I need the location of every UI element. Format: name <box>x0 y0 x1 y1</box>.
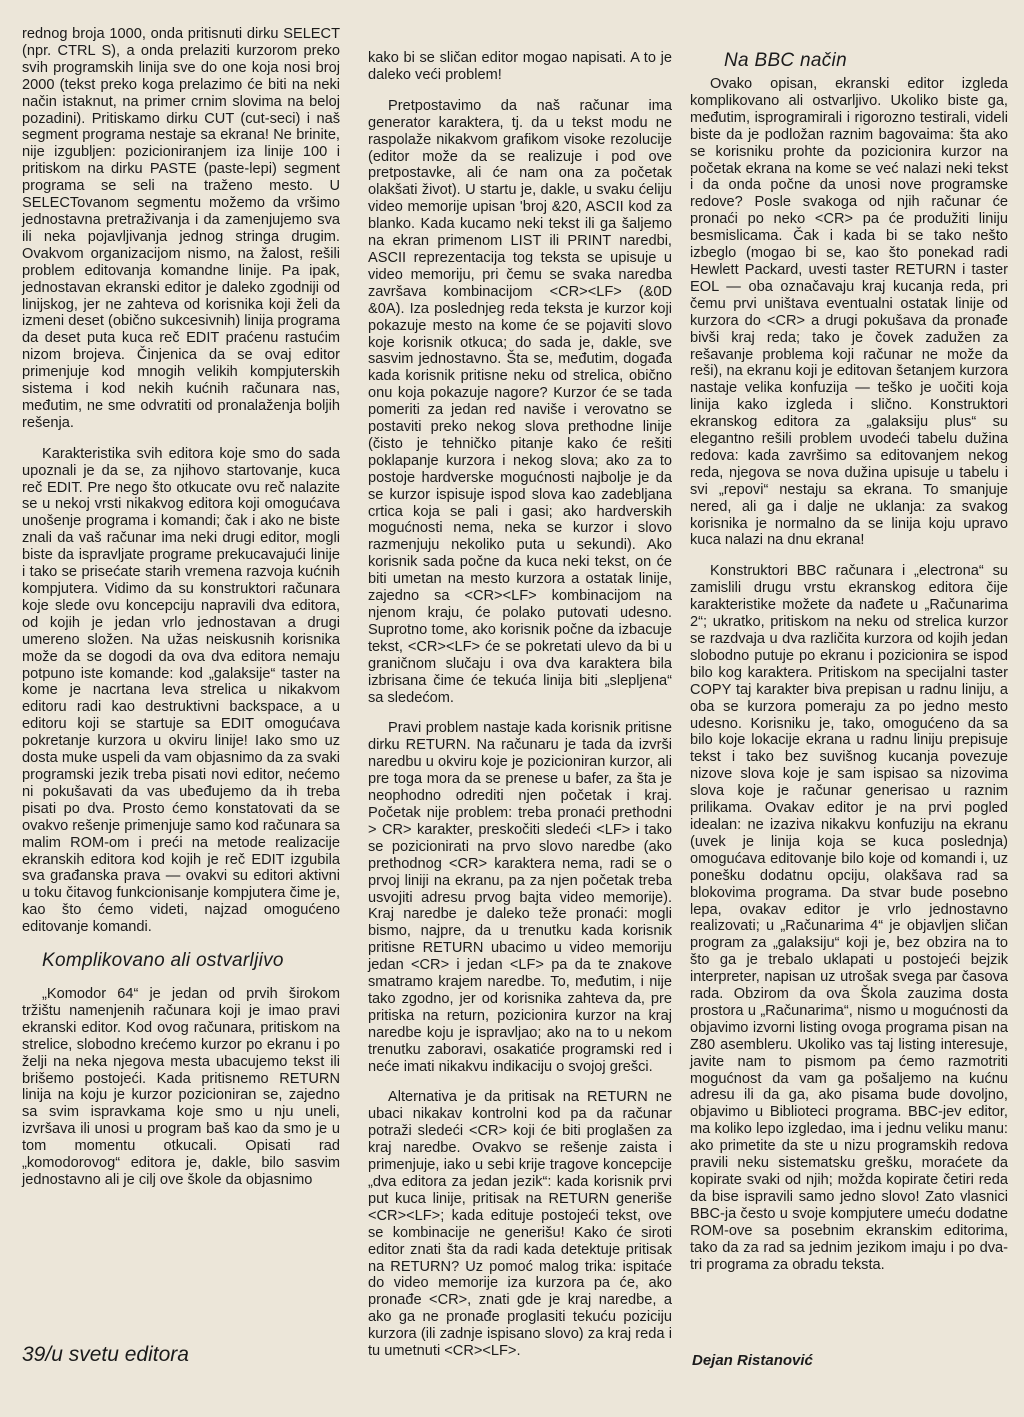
section-heading: Na BBC način <box>724 50 847 71</box>
paragraph: kako bi se sličan editor mogao napisati. A to je daleko veći problem! <box>368 50 672 83</box>
paragraph: Karakteristika svih editora koje smo do sada upoznali je da se, za njihovo startovanje, kuca reč EDIT. Pre nego što otkucate ovu reč nalazite se u nekoj vrsti nikakvog editora koji omogućava unošenje programa i komandi; čak i ako ne biste znali da vaš računar ima neki drugi editor, mogli biste da ispravljate programe prekucavajući linije i tako se prisećate starih vremena razvoja kućnih kompjutera. Vidimo da su konstruktori računara koje slede ovu koncepciju napravili dva editora, od kojih je jedan vrlo jednostavan a drugi umereno složen. Na užas neiskusnih korisnika može da se dogodi da ova dva editora nemaju potpuno iste komande: kod „galaksije“ taster na kome je nacrtana leva strelica u nikakvom editoru radi kao destruktivni backspace, a u editoru koji se startuje sa EDIT omogućava pokretanje kurzora u okviru linije! Iako smo uz dosta muke uspeli da vam objasnimo da za svaki programski jezik treba pisati novi editor, nećemo ni pokušavati da vas ubeđujemo da ih treba pisati po dva. Prosto ćemo konstatovati da se ovakvo rešenje primenjuje samo kod računara sa malim ROM-om i preći na metode realizacije ekranskih editora kod kojih je reč EDIT izgubila sva građanska prava — ovakvi su editori aktivni u toku čitavog funkcionisanje kompjutera čime je, kao što ćemo videti, najzad omogućeno editovanje komandi. <box>22 445 340 936</box>
section-heading: Komplikovano ali ostvarljivo <box>42 950 284 972</box>
paragraph: Ovako opisan, ekranski editor izgleda komplikovano ali ostvarljivo. Ukoliko biste ga, međutim, isprogramirali i rigorozno testirali, videli biste da je podložan raznim bagovaima: šta ako se korisniku prohte da pozicionira kurzor na početak ekrana na kome se već nalazi neki tekst i da onda počne da unosi nove programske redove? Posle svakoga od njih računar će pronaći po neko <CR> pa će produžiti liniju besmislicama. Čak i kada bi se tako nešto izbeglo (mogao bi se, kao što ponekad radi Hewlett Packard, uvesti taster RETURN i taster EOL — oba označavaju kraj kucanja reda, pri čemu prvi uništava eventualni ostatak linije od kurzora do <CR> a drugi pokušava da pronađe bivši kraj reda; tako je čovek zadužen za rešavanje problema koji računar ne može da reši), na ekranu koji je editovan šetanjem kurzora nastaje velika konfuzija — teško je uočiti koja linija kako izgleda i slično. Konstruktori ekranskog editora za „galaksiju plus“ su elegantno rešili problem uvodeći tabelu dužina redova: kada završimo sa editovanjem nekog reda, njegova se nova dužina upisuje u tabelu i svi „repovi“ nestaju sa ekrana. To smanjuje nered, ali ga i dalje ne uklanja: za svakog korisnika je normalno da se linija koju upravo kuca nalazi na dnu ekrana! <box>690 76 1008 549</box>
section-footer: 39/u svetu editora <box>22 1343 189 1366</box>
column-left <box>22 26 340 1203</box>
column-middle <box>368 50 672 1374</box>
paragraph: Pretpostavimo da naš računar ima generator karaktera, tj. da u tekst modu ne raspolaže nikakvom grafikom visoke rezolucije (editor može da se realizuje i pod ove pretpostavke, ali će nam ona za početak olakšati život). U startu je, dakle, u svaku ćeliju video memorije upisan 'broj &20, ASCII kod za blanko. Kada kucamo neki tekst ili ga šaljemo na ekran primenom LIST ili PRINT naredbi, ASCII reprezentacija tog teksta se upisuje u video memoriju, pri čemu se svaka naredba završava kombinacijom <CR><LF> (&0D &0A). Iza poslednjeg reda teksta je kurzor koji pokazuje mesto na kome će se pojaviti slovo koje korisnik otkuca; do sada je, dakle, sve sasvim jednostavno. Šta se, međutim, događa kada korisnik pritisne neku od strelica, obično onu koja pokazuje nagore? Kurzor će se tada pomeriti za jedan red naviše i verovatno se postaviti preko nekog slova prethodne linije (čisto je tehničko pitanje kako će rešiti poklapanje kurzora i nekog slova; ako za to postoje hardverske mogućnosti najbolje je da se kurzor ispisuje ispod slova kao zadebljana crtica koja se pali i gasi; ako hardverskih mogućnosti nema, neka se kurzor i slovo razmenjuju nekoliko puta u sekundi). Ako korisnik sada počne da kuca neki tekst, on će biti umetan na mesto kurzora a ostatak linije, zajedno sa <CR><LF> kombinacijom na njenom kraju, će polako putovati udesno. Suprotno tome, ako korisnik počne da izbacuje tekst, <CR><LF> će se pokretati ulevo da bi u graničnom slučaju i ova dva karaktera bila izbrisana čime će tekuća linija biti „slepljena“ sa sledećom. <box>368 97 672 706</box>
paragraph: rednog broja 1000, onda pritisnuti dirku SELECT (npr. CTRL S), a onda prelaziti kurzorom preko svih programskih linija sve do one koja nosi broj 2000 (tekst preko koga prelazimo će biti na neki način istaknut, na primer crnim slovima na beloj pozadini). Pritiskamo dirku CUT (cut-seci) i naš segment programa nestaje sa ekrana! Ne brinite, nije izgubljen: pozicioniranjem iza linije 100 i pritiskom na dirku PASTE (paste-lepi) segment programa se seli na traženo mesto. U SELECTovanom segmentu možemo da vršimo jednostavna pretraživanja i da zamenjujemo sva ili neka pojavljivanja jednog stringa drugim. Ovakvom organizacijom nismo, na žalost, rešili problem editovanja komandne linije. Pa ipak, jednostavan ekranski editor je daleko zgodniji od linijskog, jer ne zahteva od korisnika koji želi da izmeni deset (obično sukcesivnih) linija programa da deset puta kuca reč EDIT praćenu rastućim nizom brojeva. Činjenica da se ovaj editor primenjuje kod mnogih velikih kompjuterskih sistema i kod nekih kućnih računara nas, međutim, ne sme odvratiti od pronalaženja boljih rešenja. <box>22 26 340 431</box>
column-right <box>690 26 1008 1287</box>
paragraph: „Komodor 64“ je jedan od prvih širokom tržištu namenjenih računara koji je imao pravi ekranski editor. Kod ovog računara, pritiskom na strelice, slobodno krećemo kurzor po ekranu i po želji na neka njegova mesta ubacujemo tekst ili brišemo postojeći. Kada pritisnemo RETURN linija na koju je kurzor pozicioniran se, zajedno sa svim ispravkama koje smo u nju uneli, izvršava ili unosi u program baš kao da smo je u tom momentu otkucali. Opisati rad „komodorovog“ editora je, dakle, bilo sasvim jednostavno ali je cilj ove škole da objasnimo <box>22 986 340 1188</box>
paragraph: Konstruktori BBC računara i „electrona“ su zamislili drugu vrstu ekranskog editora čije karakteristike možete da nađete u „Računarima 2“; ukratko, pritiskom na neku od strelica kurzor se razdvaja u dva različita kurzora od kojih jedan slobodno putuje po ekranu i pozicionira se ispod bilo kog karaktera. Pritiskom na specijalni taster COPY taj karakter biva prepisan u radnu liniju, a oba se kurzora pomeraju za po jedno mesto udesno. Korisniku je, tako, omogućeno da sa bilo koje lokacije ekrana u radnu liniju prepisuje tekst i tako bez suvišnog kucanja povezuje nizove slova koje je sam ispisao sa nizovima slova koje je računar generisao u raznim prilikama. Ovakav editor je na prvi pogled idealan: ne izaziva nikakvu konfuziju na ekranu (uvek je linija koja se kuca poslednja) omogućava editovanje bilo koje od komandi i, uz ponešku dodatnu opciju, olakšava rad sa blokovima programa. Da stvar bude posebno lepa, ovakav editor je vrlo jednostavno realizovati; u „Računarima 4“ je objavljen sličan program za „galaksiju“ koji je, bez obzira na to što ga je trebalo uklapati u postojeći bejzik interpreter, napisan uz utrošak svega par časova rada. Obzirom da ova Škola zauzima dosta prostora u „Računarima“, nismo u mogućnosti da objavimo izvorni listing ovoga programa pisan na Z80 asembleru. Ukoliko vas taj listing interesuje, javite nam to pismom pa ćemo razmotriti mogućnost da vam ga pošaljemo na kućnu adresu ili da ga, ako pisama bude dovoljno, objavimo u Biblioteci programa. BBC-jev editor, ma koliko lepo izgledao, ima i jednu veliku manu: ako primetite da ste u nizu programskih redova pravili neku sistematsku grešku, moraćete da kopirate svaki od njih; možda kopirate četiri reda da bise ispravili samo jedno slovo! Zato vlasnici BBC-ja često u svoje kompjutere umeću dodatne ROM-ove sa posebnim ekranskim editorima, tako da za rad sa jednim jezikom imaju i po dva-tri programa za obradu teksta. <box>690 563 1008 1273</box>
author-signature: Dejan Ristanović <box>692 1352 813 1369</box>
paragraph: Pravi problem nastaje kada korisnik pritisne dirku RETURN. Na računaru je tada da izvrši naredbu u okviru koje je pozicioniran kurzor, ali pre toga mora da se prenese u bafer, za šta je neophodno odrediti njen početak i kraj. Početak nije problem: treba pronaći prethodni > CR> karakter, preskočiti sledeći <LF> i tako se pozicionirati na prvo slovo naredbe (ako prethodnog <CR> karaktera nema, radi se o prvoj liniji na ekranu, pa za njen početak treba usvojiti adresu prvog bajta video memorije). Kraj naredbe je daleko teže pronaći: mogli bismo, najpre, da u trenutku kada korisnik pritisne RETURN ubacimo u video memoriju jedan <CR> i jedan <LF> pa da te znakove smatramo krajem naredbe. To, međutim, i nije tako zgodno, jer od korisnika zahteva da, pre pritiska na return, pozicionira kurzor na kraj naredbe koju je ispravljao; ako na to u nekom trenutku zaboravi, osakatiće programski red i neće imati nikakvu indikaciju o svojoj grešci. <box>368 720 672 1075</box>
paragraph: Alternativa je da pritisak na RETURN ne ubaci nikakav kontrolni kod pa da računar potraži sledeći <CR> koji će biti proglašen za kraj naredbe. Ovakvo se rešenje zaista i primenjuje, iako u sebi krije tragove koncepcije „dva editora za jedan jezik“: kada korisnik prvi put kuca linije, pritisak na RETURN generiše <CR><LF>; kada edituje postojeći tekst, ove se kombinacije ne generišu! Kako će siroti editor znati šta da radi kada detektuje pritisak na RETURN? Uz pomoć malog trika: ispitaće do video memorije iza kurzora pa će, ako pronađe <CR>, znati gde je kraj naredbe, a ako ga ne pronađe proglasiti tekuću poziciju kurzora (ili zadnje ispisano slovo) za kraj reda i tu umetnuti <CR><LF>. <box>368 1089 672 1360</box>
